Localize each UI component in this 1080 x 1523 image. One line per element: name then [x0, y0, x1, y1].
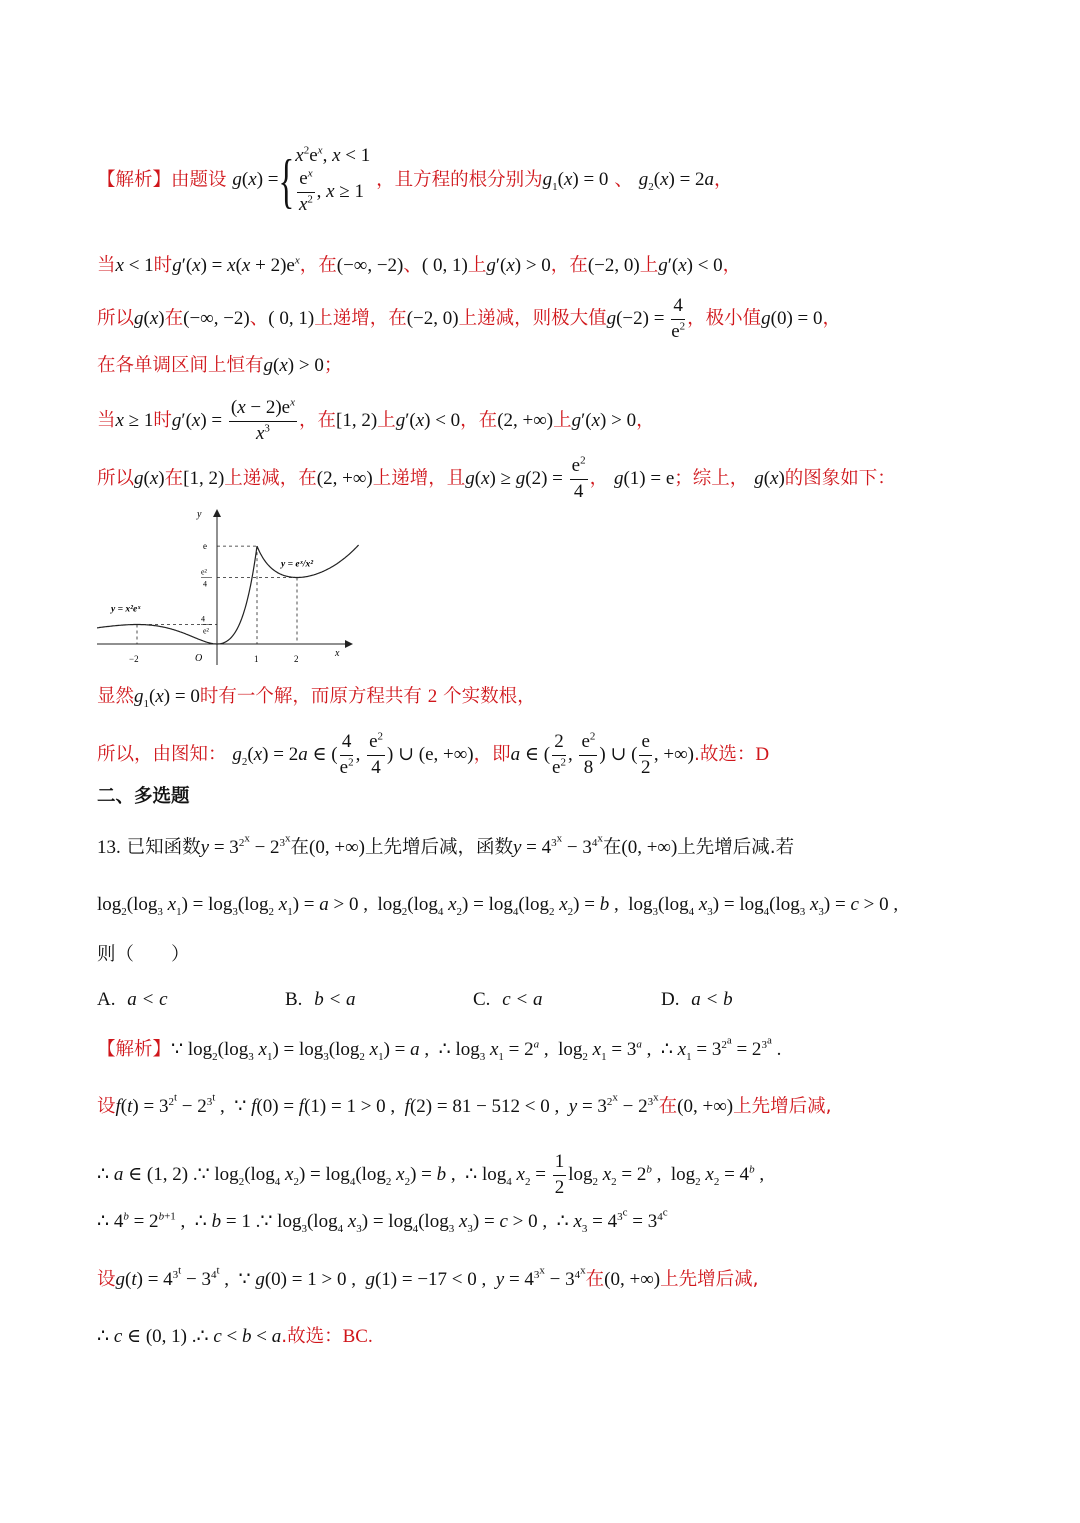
analysis1-line6: 所以g(x)在[1, 2)上递减，在(2, +∞)上递增，且g(x) ≥ g(2) = $\frac{e^2}{4}$ ， g(1) = e；综上， g(x)的图象如下： [97, 454, 896, 502]
option-c[interactable]: C. c < a [473, 989, 543, 1010]
q13-stem: 13. 已知函数$y = 3^{2^x} - 2^{3^x}$在(0, +∞)上先增后减，函数$y = 4^{3^x} - 3^{4^x}$在(0, +∞)上先增后减.若 [97, 832, 795, 858]
section-title: 二、多选题 [97, 786, 190, 807]
piecewise-definition: g(x) ={ $x^2e^x$, x < 1 $\frac{e^x}{x^2}$ , x ≥ 1 [232, 144, 371, 215]
analysis1-line2: 当x < 1时$g'(x) = x(x + 2)e^x$，在(−∞, −2)、( 0, 1)上g′(x) > 0，在(−2, 0)上g′(x) < 0， [97, 254, 742, 276]
option-a[interactable]: A. a < c [97, 989, 168, 1010]
y-tick-label: e [203, 541, 207, 552]
x-axis-label: x [335, 648, 340, 659]
analysis1-line4: 在各单调区间上恒有g(x) > 0； [97, 355, 343, 376]
analysis2-line2: 设$f(t) = 3^{2^t} - 2^{3^t}$ , ∵ f(0) = f(1) = 1 > 0 , f(2) = 81 − 512 < 0 , $y = 3^{2^x} - 2^{3^x}$在(0, +∞)上先增后减, [97, 1091, 832, 1117]
x-tick-label: 2 [294, 654, 299, 664]
curve-x2ex [97, 546, 257, 644]
q13-conditions: $\log_2(\log_3$ $x_1) = \log_3(\log_2$ $x_1) = a > 0$ , $\log_2(\log_4$ $x_2) = \log_4(\log_2$ $x_2) = b$ , $\log_3(\log_4$ $x_3) = \log_4(\log_3$ $x_3) = c > 0$ , [97, 894, 899, 918]
y-axis-arrow [213, 509, 221, 517]
analysis2-line4: ∴ $4^b = 2^{b+1}$ , ∴ b = 1 .∵ $\log_3(\log_4$ $x_3) = \log_4(\log_3$ $x_3) = c > 0$ , ∴ $x_3 = 4^{3^c} = 3^{4^c}$ [97, 1206, 668, 1235]
analysis2-line1: 【解析】∵ $\log_2(\log_3$ $x_1) = \log_3(\log_2$ $x_1) = a$ , ∴ $\log_3 x_1 = 2^a$ , $\log_2 x_1 = 3^a$ , ∴ $x_1 = 3^{2^a} = 2^{3^a}$ . [97, 1034, 782, 1063]
annotation-x2ex: y = x²eˣ [111, 604, 141, 615]
option-d[interactable]: D. a < b [661, 989, 733, 1010]
x-axis-arrow [345, 640, 353, 648]
analysis1-line5: 当x ≥ 1时g′(x) = $\frac{(x - 2)e^x}{x^3}$ ，在[1, 2)上g′(x) < 0，在(2, +∞)上g′(x) > 0， [97, 396, 655, 444]
analysis2-line5: 设$g(t) = 4^{3^t} - 3^{4^t}$ , ∵ g(0) = 1 > 0 , g(1) = −17 < 0 , $y = 4^{3^x} - 3^{4^x}$在(0, +∞)上先增后减, [97, 1264, 759, 1290]
analysis-tag: 【解析】 [97, 169, 172, 191]
analysis2-line3: ∴ a ∈ (1, 2) .∵ $\log_2(\log_4$ $x_2) = \log_4(\log_2$ $x_2) = b$ , ∴ $\log_4 x_2$ = $\frac{1}{2}$ $\log_2 x_2 = 2^b$ , $\log_2 x_2 = 4^b$ , [97, 1151, 765, 1198]
y-tick-label: e² [203, 626, 209, 636]
analysis1-line7: 显然$g_1(x) = 0$时有一个解，而原方程共有 2 个实数根， [97, 686, 536, 710]
y-tick-label: 4 [201, 614, 205, 624]
y-tick-label: 4 [203, 579, 207, 589]
y-axis-label: y [197, 509, 202, 520]
x-tick-label: 1 [254, 654, 259, 664]
analysis2-line6: ∴ c ∈ (0, 1) .∴ c < b < a.故选：BC. [97, 1326, 373, 1347]
q13-then: 则（ ） [97, 944, 190, 965]
origin-label: O [195, 653, 203, 664]
y-tick-label: e² [201, 567, 207, 577]
analysis1-line1: 【解析】由题设 g(x) ={ $x^2e^x$, x < 1 $\frac{e^x}{x^2}$ , x ≥ 1 ，且方程的根分别为$g_1(x) = 0$ 、 $g_2(x) = 2a$， [97, 144, 733, 215]
analysis1-line3: 所以g(x)在(−∞, −2)、( 0, 1)上递增，在(−2, 0)上递减，则极大值g(−2) = $\frac{4}{e^2}$ ，极小值g(0) = 0， [97, 295, 842, 342]
annotation-ex-over-x2: y = eˣ/x² [281, 559, 314, 570]
x-tick-label: −2 [129, 654, 139, 664]
option-b[interactable]: B. b < a [285, 989, 356, 1010]
function-graph [97, 505, 359, 670]
analysis1-line8: 所以，由图知： $g_2(x) = 2a$ ∈ ( $\frac{4}{e^2}$ , $\frac{e^2}{4}$ ) ∪ (e, +∞)，即a ∈ ( $\frac{2}{e^2}$ , $\frac{e^2}{8}$ ) ∪ ( $\frac{e}{2}$ , +∞).故选：D [97, 730, 770, 778]
